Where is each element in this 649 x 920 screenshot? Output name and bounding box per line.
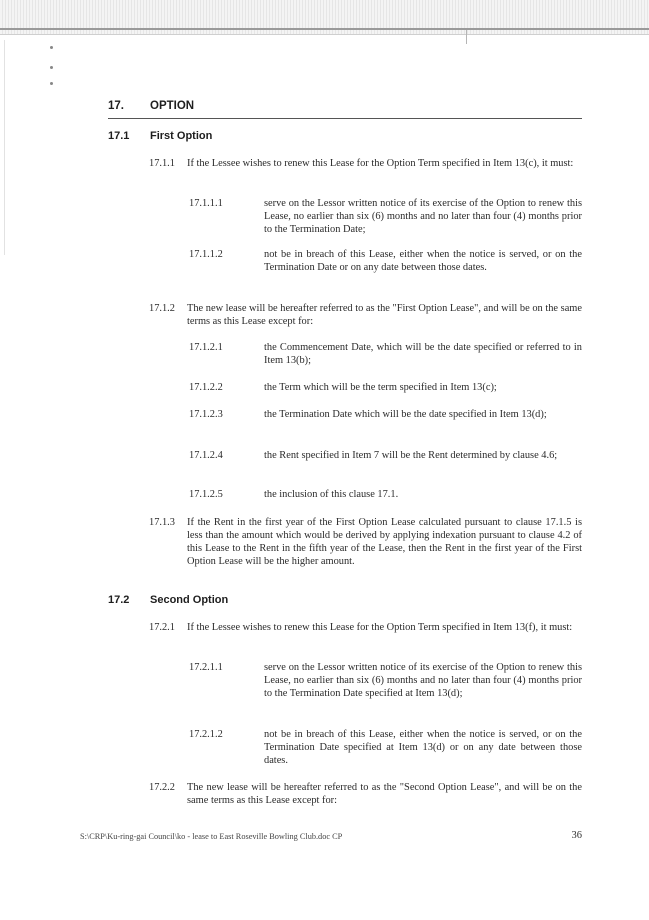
paragraph-17-1-2-2	[189, 381, 582, 397]
paragraph-17-2-2	[149, 781, 582, 811]
paragraph-number: 17.2.1	[149, 622, 175, 633]
section-title: Second Option	[150, 594, 229, 606]
page-number: 36	[571, 830, 582, 841]
paragraph-17-1-1-2	[189, 248, 582, 290]
section-number: 17.1	[108, 130, 130, 142]
paragraph-17-1-2-4	[189, 449, 582, 479]
paragraph-text: the Rent specified in Item 7 will be the Rent determined by clause 4.6;	[264, 450, 558, 461]
section-title: First Option	[150, 130, 213, 142]
paragraph-number: 17.1.2.1	[189, 342, 223, 353]
paragraph-text: the Commencement Date, which will be the date specified or referred to in Item 13(b);	[264, 342, 582, 366]
paragraph-17-1-2-3	[189, 408, 582, 438]
margin-dot-1	[50, 46, 53, 49]
clause-heading-number: 17.	[108, 100, 124, 112]
clause-heading-title: OPTION	[150, 100, 195, 112]
paragraph-number: 17.1.1.1	[189, 198, 223, 209]
paragraph-number: 17.1.3	[149, 517, 175, 528]
paragraph-text: serve on the Lessor written notice of its exercise of the Option to renew this Lease, no earlier than six (6) months and no later than four (4) months prior to the Termination Date specified at Item 13(d);	[264, 662, 582, 699]
header-rule	[0, 28, 649, 30]
paragraph-number: 17.2.1.1	[189, 662, 223, 673]
section-second-option	[108, 594, 408, 610]
paragraph-text: the Term which will be the term specified in Item 13(c);	[264, 382, 497, 393]
paragraph-17-1-2-1	[189, 341, 582, 371]
paragraph-text: If the Rent in the first year of the First Option Lease calculated pursuant to clause 17.1.5 is less than the amount which would be derived by applying indexation pursuant to clause 4.2 of this Lease to the Rent in the fifth year of the Lease, then the Rent in the first year of the First Option Lease will be the higher amount.	[187, 517, 582, 567]
paragraph-17-2-1	[149, 621, 582, 651]
paragraph-number: 17.1.1	[149, 158, 175, 169]
paragraph-17-1-2-5	[189, 488, 582, 504]
paragraph-text: The new lease will be hereafter referred to as the "First Option Lease", and will be on the same terms as this Lease except for:	[187, 303, 582, 327]
paragraph-text: serve on the Lessor written notice of its exercise of the Option to renew this Lease, no earlier than six (6) months and no later than four (4) months prior to the Termination Date;	[264, 198, 582, 235]
paragraph-17-1-1	[149, 157, 582, 187]
paragraph-17-1-3	[149, 516, 582, 572]
scan-edge-line	[4, 40, 5, 255]
footer-file-path: S:\CRP\Ku-ring-gai Council\ko - lease to East Roseville Bowling Club.doc CP	[80, 832, 343, 841]
paragraph-text: not be in breach of this Lease, either when the notice is served, or on the Termination Date specified at Item 13(d) or on any date between those dates.	[264, 729, 582, 766]
scan-header-band	[0, 0, 649, 35]
paragraph-17-2-1-1	[189, 661, 582, 717]
clause-heading	[108, 100, 582, 119]
margin-dot-3	[50, 82, 53, 85]
paragraph-number: 17.1.2.2	[189, 382, 223, 393]
paragraph-number: 17.1.2.5	[189, 489, 223, 500]
paragraph-text: the Termination Date which will be the date specified in Item 13(d);	[264, 409, 547, 420]
section-number: 17.2	[108, 594, 130, 606]
paragraph-number: 17.2.1.2	[189, 729, 223, 740]
paragraph-text: If the Lessee wishes to renew this Lease for the Option Term specified in Item 13(c), it must:	[187, 158, 574, 169]
paragraph-17-2-1-2	[189, 728, 582, 770]
section-first-option	[108, 130, 408, 146]
paragraph-17-1-1-1	[189, 197, 582, 239]
paragraph-number: 17.1.2	[149, 303, 175, 314]
paragraph-number: 17.1.2.4	[189, 450, 223, 461]
paragraph-text: the inclusion of this clause 17.1.	[264, 489, 399, 500]
paragraph-17-1-2	[149, 302, 582, 332]
margin-dot-2	[50, 66, 53, 69]
paragraph-text: not be in breach of this Lease, either when the notice is served, or on the Termination Date or on any date between those dates.	[264, 249, 582, 273]
paragraph-number: 17.1.1.2	[189, 249, 223, 260]
paragraph-number: 17.2.2	[149, 782, 175, 793]
paragraph-number: 17.1.2.3	[189, 409, 223, 420]
paragraph-text: The new lease will be hereafter referred to as the "Second Option Lease", and will be on the same terms as this Lease except for:	[187, 782, 582, 806]
paragraph-text: If the Lessee wishes to renew this Lease for the Option Term specified in Item 13(f), it must:	[187, 622, 573, 633]
header-tick-mark	[466, 30, 467, 44]
